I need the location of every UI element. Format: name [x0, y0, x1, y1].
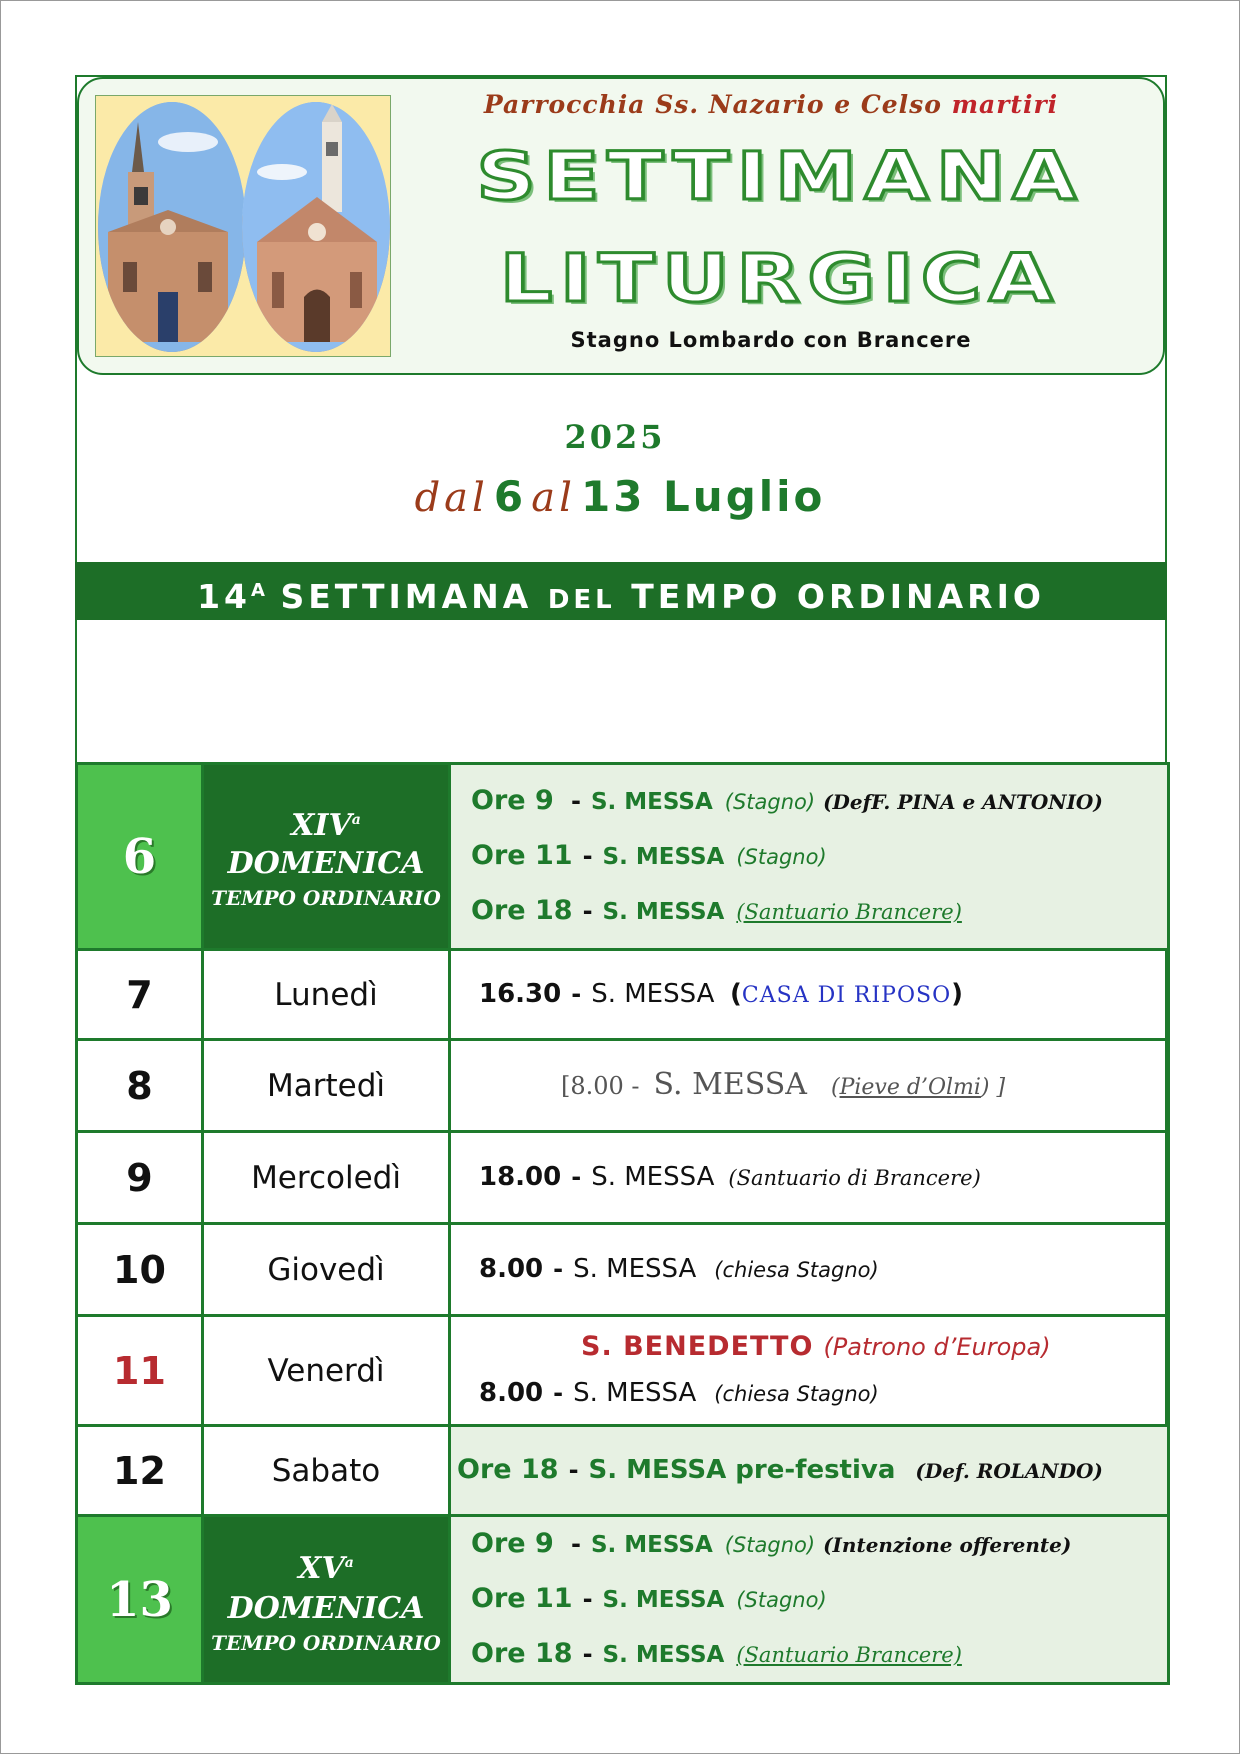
title-settimana: SETTIMANA	[476, 138, 1084, 215]
day-name: Lunedì	[203, 950, 450, 1040]
date-end: 13 Luglio	[580, 472, 826, 521]
day-name: Martedì	[203, 1040, 450, 1132]
table-row	[77, 1516, 1169, 1684]
event-location: (Stagno)	[736, 1588, 827, 1612]
parish-name-martiri: martiri	[951, 90, 1059, 119]
event-line: Ore 18 - S. MESSA (Santuario Brancere)	[471, 884, 1167, 939]
event-location: CASA DI RIPOSO	[741, 982, 952, 1008]
table-row	[77, 1132, 1169, 1224]
event-line: Ore 11 - S. MESSA (Stagno)	[471, 829, 1167, 884]
title-liturgica: LITURGICA	[499, 240, 1061, 317]
day-name	[203, 1516, 450, 1684]
event-line: Ore 9 - S. MESSA (Stagno) (DefF. PINA e ANTONIO)	[471, 774, 1167, 829]
day-events	[450, 764, 1169, 950]
table-row	[77, 1426, 1169, 1516]
sunday-ordinal-sup: a	[344, 1554, 354, 1571]
day-events	[450, 1516, 1169, 1684]
table-row	[77, 1224, 1169, 1316]
day-events	[450, 950, 1169, 1040]
sunday-label: DOMENICA	[227, 1590, 425, 1626]
event-line	[471, 1057, 1167, 1115]
sunday-label: DOMENICA	[227, 845, 425, 881]
day-number: 8	[77, 1040, 203, 1132]
event-time: [8.00 -	[561, 1071, 640, 1100]
day-number: 11	[77, 1316, 203, 1426]
event-title: S. MESSA	[573, 1378, 697, 1408]
table-row	[77, 1040, 1169, 1132]
event-title: S. MESSA	[591, 1161, 715, 1192]
event-title: S. MESSA	[590, 789, 713, 815]
date-range	[300, 472, 940, 521]
date-dal: dal	[414, 475, 489, 521]
event-title: S. MESSA	[602, 1642, 725, 1668]
day-name: Sabato	[203, 1426, 450, 1516]
event-title: S. MESSA pre-festiva	[588, 1455, 896, 1485]
event-location: (Stagno)	[736, 845, 827, 869]
banner-word-del: DEL	[547, 585, 616, 615]
event-location: (Stagno)	[724, 790, 816, 814]
schedule-table	[75, 762, 1170, 1685]
day-events	[450, 1040, 1169, 1132]
church-photos	[95, 95, 391, 357]
day-number: 9	[77, 1132, 203, 1224]
event-feast	[471, 1324, 1167, 1370]
event-line: 18.00 - S. MESSA (Santuario di Brancere)	[479, 1161, 981, 1192]
feast-note: (Patrono d’Europa)	[823, 1333, 1051, 1361]
parish-name	[400, 90, 1142, 119]
event-time: Ore 11	[471, 840, 573, 871]
event-time: Ore 11	[471, 1583, 573, 1614]
event-title: S. MESSA	[591, 978, 715, 1009]
day-events	[450, 1426, 1169, 1516]
event-location: (Santuario di Brancere)	[728, 1165, 981, 1190]
event-location: (Pieve d’Olmi) ]	[830, 1074, 1006, 1100]
day-events	[450, 1224, 1169, 1316]
sunday-ordinal: XIV	[291, 807, 352, 843]
event-title: S. MESSA	[590, 1532, 713, 1558]
sunday-ordinal-sup: a	[351, 811, 361, 828]
event-title: S. MESSA	[602, 899, 725, 925]
event-time: 16.30	[479, 978, 562, 1009]
year: 2025	[564, 418, 666, 456]
event-location: (Santuario Brancere)	[736, 1643, 962, 1667]
event-line: Ore 18 - S. MESSA (Santuario Brancere)	[471, 1627, 1167, 1682]
event-title: S. MESSA	[602, 1587, 725, 1613]
event-location: (Santuario Brancere)	[736, 900, 962, 924]
day-number: 12	[77, 1426, 203, 1516]
date-start: 6	[493, 472, 527, 521]
day-name: Venerdì	[203, 1316, 450, 1426]
event-time: Ore 18	[471, 895, 573, 926]
day-name: Giovedì	[203, 1224, 450, 1316]
event-time: 18.00	[479, 1161, 562, 1192]
event-line: Ore 9 - S. MESSA (Stagno) (Intenzione offerente)	[471, 1517, 1167, 1572]
day-number: 13	[77, 1516, 203, 1684]
event-title: S. MESSA	[653, 1066, 807, 1102]
table-row	[77, 950, 1169, 1040]
day-number: 10	[77, 1224, 203, 1316]
event-line: 8.00 - S. MESSA (chiesa Stagno)	[479, 1253, 879, 1284]
day-number: 6	[77, 764, 203, 950]
sunday-tempo: TEMPO ORDINARIO	[211, 1630, 441, 1655]
banner-sup: A	[251, 580, 265, 601]
subtitle-location: Stagno Lombardo con Brancere	[570, 328, 972, 352]
banner-word-settimana: SETTIMANA	[280, 577, 533, 616]
day-name	[203, 764, 450, 950]
event-line: 8.00 - S. MESSA (chiesa Stagno)	[479, 1378, 879, 1408]
event-title: S. MESSA	[573, 1253, 697, 1284]
sunday-ordinal: XV	[298, 1550, 345, 1586]
feast-title: S. BENEDETTO	[581, 1331, 814, 1362]
banner-number: 14	[197, 577, 251, 616]
event-time: Ore 9	[471, 1528, 554, 1559]
event-line: Ore 18 - S. MESSA pre-festiva (Def. ROLANDO)	[457, 1442, 1167, 1499]
event-location: (chiesa Stagno)	[714, 1257, 879, 1282]
event-location: (chiesa Stagno)	[714, 1382, 879, 1406]
day-events	[450, 1132, 1169, 1224]
event-intention: (Intenzione offerente)	[823, 1533, 1072, 1557]
sunday-tempo: TEMPO ORDINARIO	[211, 885, 441, 910]
event-time: 8.00	[479, 1378, 544, 1408]
day-number: 7	[77, 950, 203, 1040]
event-title: S. MESSA	[602, 844, 725, 870]
event-time: Ore 18	[457, 1454, 559, 1485]
event-line: 16.30 - S. MESSA (CASA DI RIPOSO)	[479, 978, 964, 1009]
table-row	[77, 1316, 1169, 1426]
event-intention: (Def. ROLANDO)	[915, 1459, 1103, 1483]
week-banner	[75, 562, 1167, 620]
parish-name-main: Parrocchia Ss. Nazario e Celso	[483, 90, 942, 119]
table-row	[77, 764, 1169, 950]
event-location: (Stagno)	[724, 1533, 816, 1557]
event-time: 8.00	[479, 1253, 544, 1284]
day-events	[450, 1316, 1169, 1426]
date-al: al	[531, 475, 576, 521]
church-left-drawing	[98, 102, 246, 352]
banner-word-tempo: TEMPO ORDINARIO	[631, 577, 1045, 616]
event-time: Ore 9	[471, 785, 554, 816]
event-line: Ore 11 - S. MESSA (Stagno)	[471, 1572, 1167, 1627]
day-name: Mercoledì	[203, 1132, 450, 1224]
church-photo-left	[98, 102, 246, 352]
event-intention: (DefF. PINA e ANTONIO)	[823, 790, 1103, 814]
event-time: Ore 18	[471, 1638, 573, 1669]
